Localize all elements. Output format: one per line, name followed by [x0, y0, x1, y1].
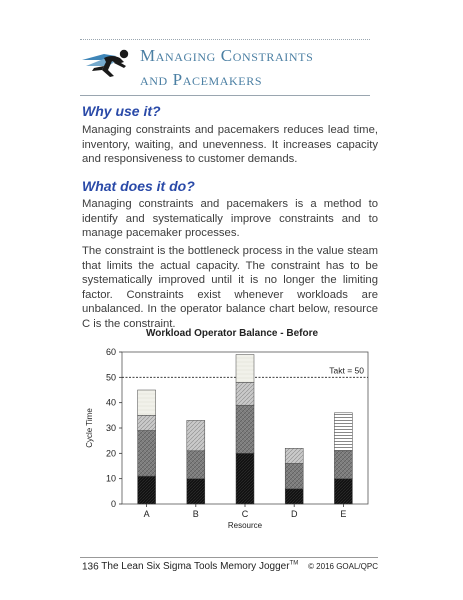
paragraph-why: Managing constraints and pacemakers reduces lead time, inventory, waiting, and unevenness. It increases capacity and responsiveness to customer demands.: [82, 124, 378, 166]
paragraph-what-1: Managing constraints and pacemakers is a method to identify and systematically improve constraints and to manage pacemaker processes.: [82, 198, 378, 240]
bar-segment: [285, 489, 303, 504]
paragraph-what-2: The constraint is the bottleneck process in the value steam that limits the actual capacity. The constraint has to be systematically improved until it is no longer the limiting factor. Constraints exist whenever workloads are unbalanced. In the operator balance chart below, resource C is the constraint.: [82, 245, 378, 330]
top-rule: [80, 39, 370, 40]
y-tick-label: 50: [105, 372, 116, 383]
bar-segment: [334, 479, 352, 504]
bar-segment: [236, 453, 254, 504]
bar-segment: [285, 448, 303, 463]
takt-label: Takt = 50: [329, 365, 364, 376]
bar-segment: [138, 390, 156, 415]
x-tick-label: B: [192, 509, 199, 519]
x-tick-label: A: [143, 509, 150, 519]
runner-logo-icon: [80, 44, 136, 78]
bar-segment: [187, 420, 205, 450]
bar-segment: [187, 451, 205, 479]
bar-segment: [138, 415, 156, 430]
title-rule: [80, 95, 370, 96]
footer-rule: [80, 557, 378, 558]
bar-segment: [138, 476, 156, 504]
y-tick-label: 0: [110, 499, 116, 509]
y-tick-label: 10: [105, 473, 116, 484]
section-heading-what: What does it do?: [82, 178, 195, 194]
page-title: [140, 44, 440, 92]
book-title: [101, 561, 298, 572]
bar-segment: [187, 479, 205, 504]
y-tick-label: 20: [105, 448, 116, 459]
y-tick-label: 60: [105, 347, 116, 357]
trademark-mark: TM: [289, 561, 299, 567]
section-heading-why: Why use it?: [82, 103, 161, 119]
bar-segment: [236, 382, 254, 405]
page-number: 136: [82, 561, 99, 573]
page-footer: [82, 561, 378, 572]
y-tick-label: 30: [105, 423, 116, 433]
y-axis-label: Cycle Time: [85, 408, 94, 448]
copyright: © 2016 GOAL/QPC: [308, 562, 378, 571]
bar-segment: [138, 431, 156, 477]
page-title-line-1: Managing Constraints: [140, 46, 314, 65]
bar-segment: [236, 355, 254, 383]
page-title-line-2: and Pacemakers: [140, 70, 263, 89]
bar-segment: [334, 413, 352, 451]
bar-segment: [334, 451, 352, 479]
y-tick-label: 40: [105, 397, 116, 408]
bar-segment: [285, 463, 303, 488]
chart-title: Workload Operator Balance - Before: [145, 328, 319, 339]
book-title-text: The Lean Six Sigma Tools Memory Jogger: [101, 561, 290, 573]
x-axis-label: Resource: [227, 521, 263, 530]
x-tick-label: E: [340, 509, 347, 519]
x-tick-label: D: [290, 509, 298, 519]
bar-segment: [236, 405, 254, 453]
operator-balance-chart: [82, 344, 382, 534]
x-tick-label: C: [241, 509, 249, 519]
